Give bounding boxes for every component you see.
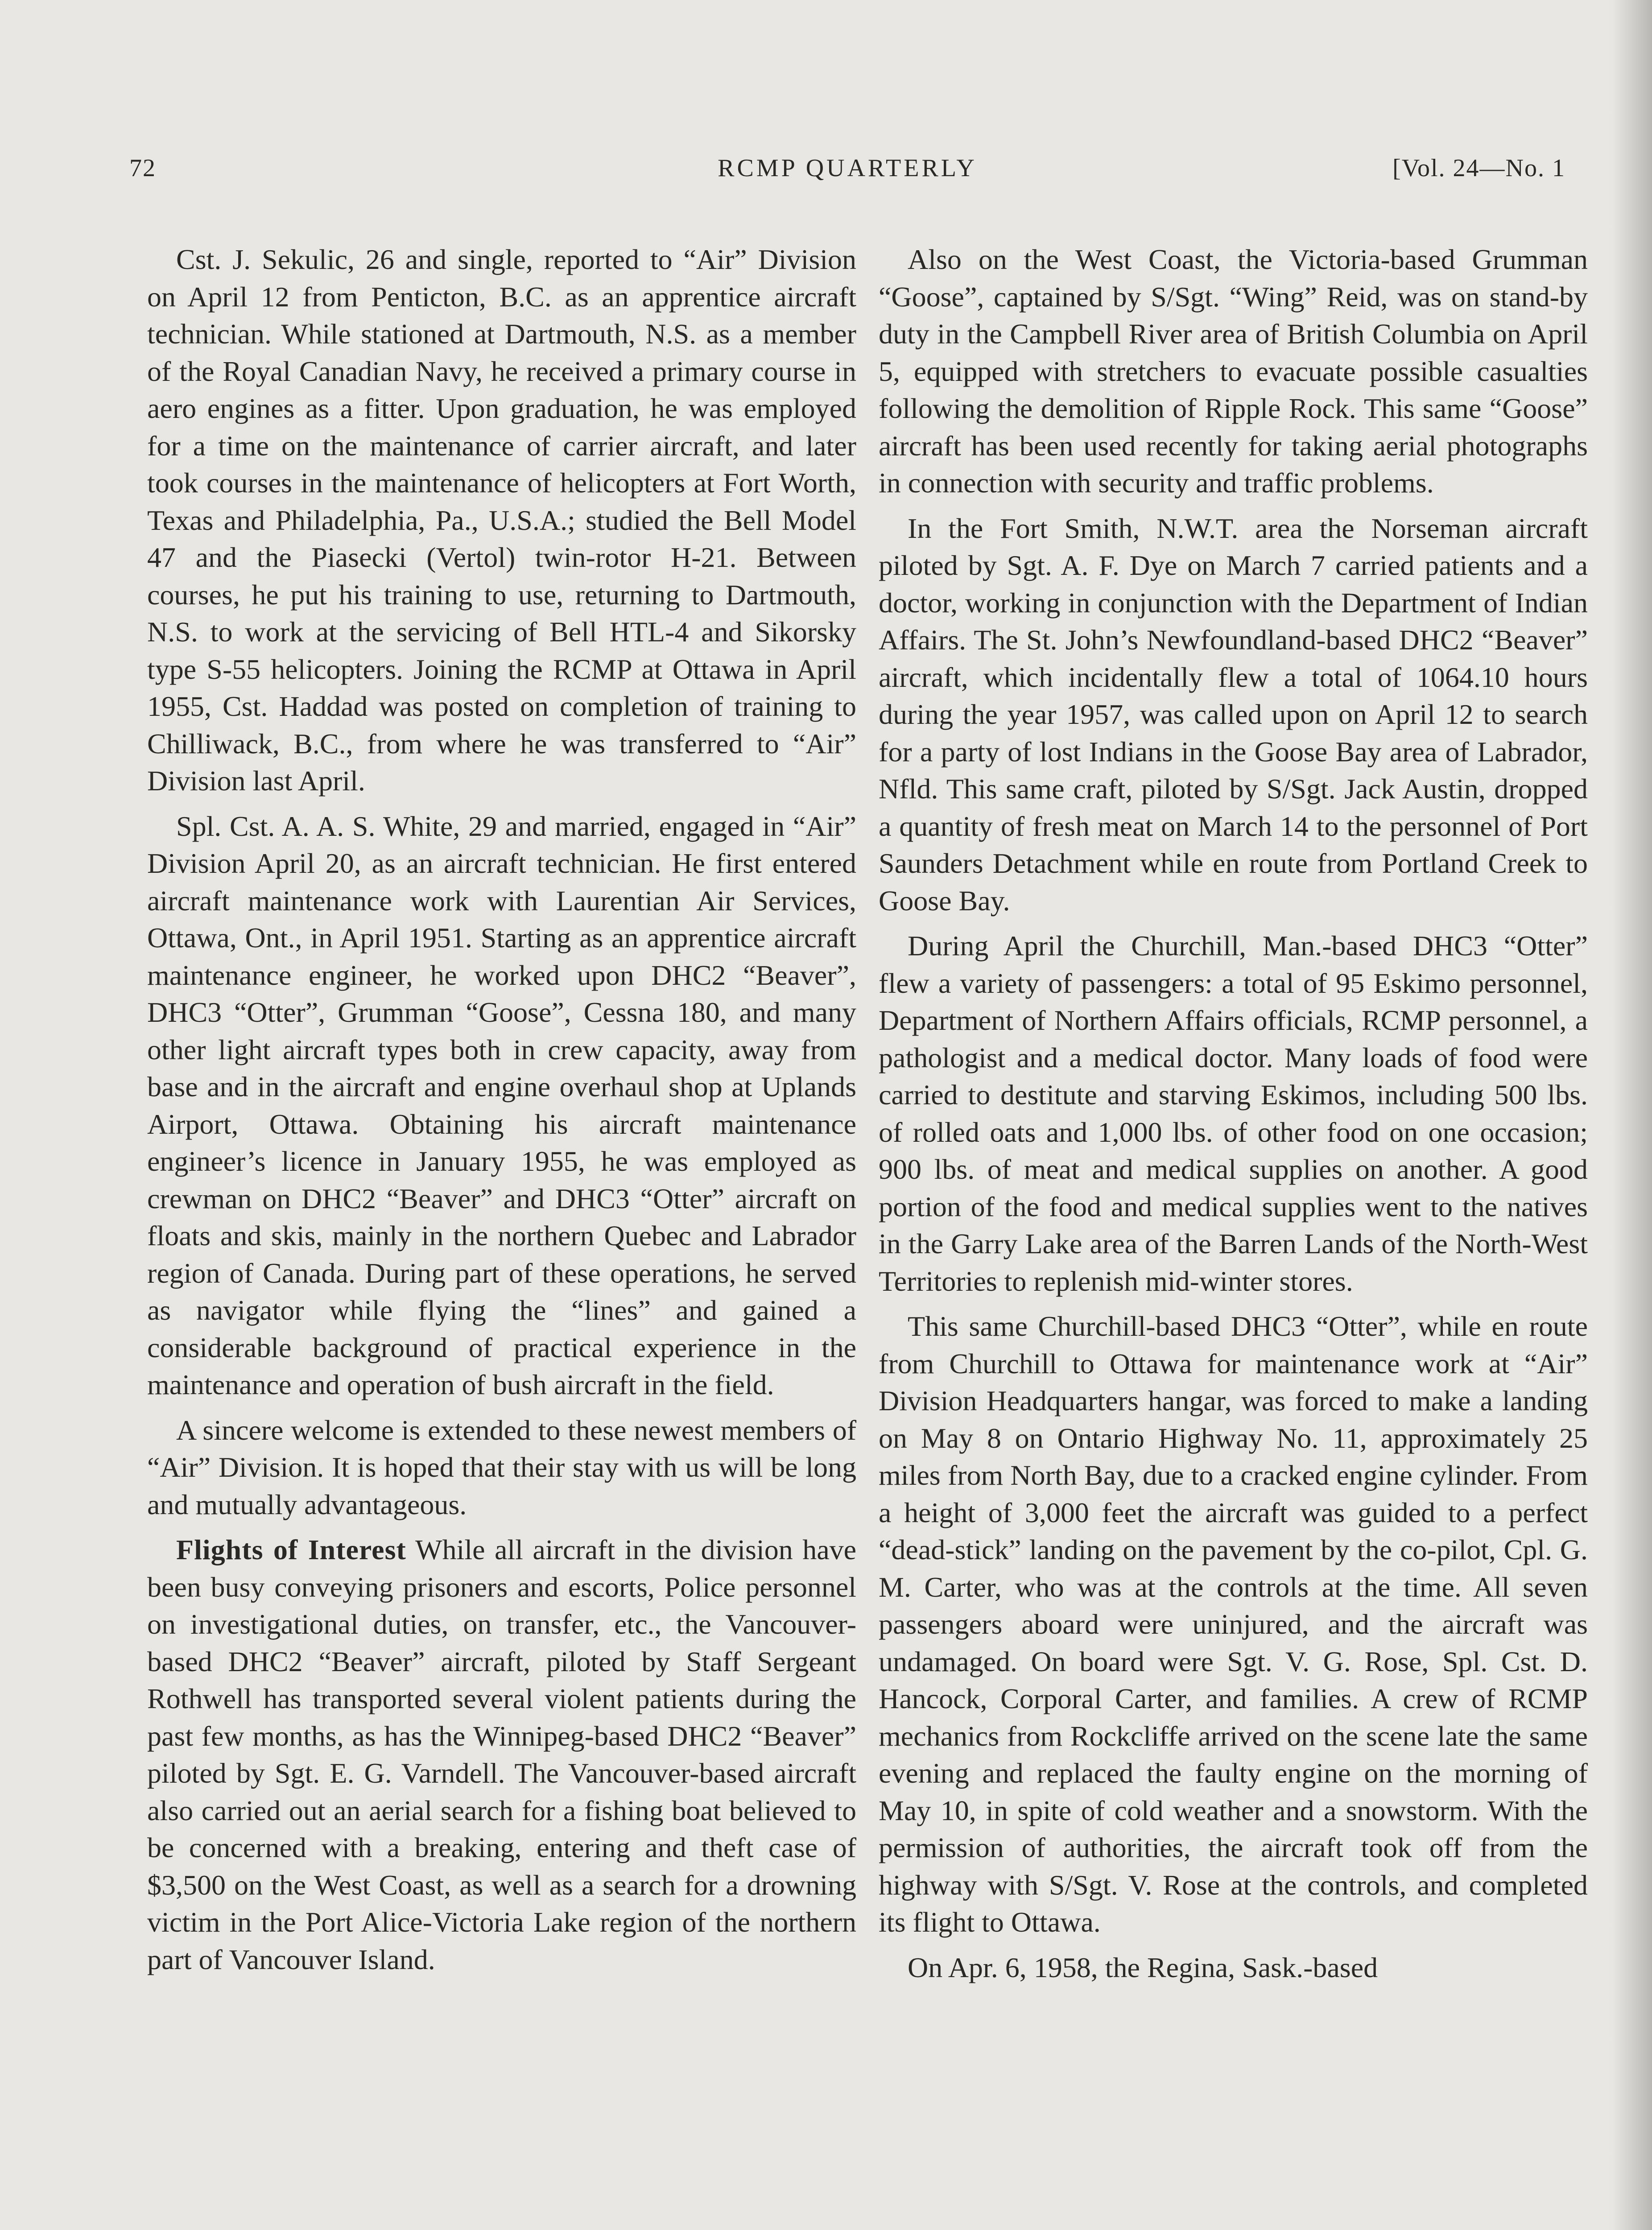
paragraph-sekulic: Cst. J. Sekulic, 26 and single, reported to “Air” Division on April 12 from Penticton, B.C. as an apprentice aircraft technician. While stationed at Dartmouth, N.S. as a member of the Royal Canadian Navy, he received a primary course in aero engines as a fitter. Upon graduation, he was employed for a time on the maintenance of carrier aircraft, and later took courses in the maintenance of helicopters at Fort Worth, Texas and Philadelphia, Pa., U.S.A.; studied the Bell Model 47 and the Piasecki (Vertol) twin-rotor H-21. Between courses, he put his training to use, returning to Dartmouth, N.S. to work at the servicing of Bell HTL-4 and Sikorsky type S-55 helicopters. Joining the RCMP at Ottawa in April 1955, Cst. Haddad was posted on completion of training to Chilliwack, B.C., from where he was transferred to “Air” Division last April.: [147, 244, 856, 797]
flights-of-interest-body: While all aircraft in the division have been busy conveying prisoners and escorts, Police personnel on investigational duties, on transfer, etc., the Vancouver-based DHC2 “Beaver” aircraft, piloted by Staff Sergeant Rothwell has transported several violent patients during the past few months, as has the Winnipeg-based DHC2 “Beaver” piloted by Sgt. E. G. Varndell. The Vancouver-based aircraft also carried out an aerial search for a fishing boat believed to be concerned with a breaking, entering and theft case of $3,500 on the West Coast, as well as a search for a drowning victim in the Port Alice-Victoria Lake region of the northern part of Vancouver Island.: [147, 1534, 857, 1975]
left-column: [147, 241, 856, 1986]
page-number: 72: [129, 154, 156, 182]
volume-info: [Vol. 24—No. 1: [1392, 154, 1565, 182]
journal-title: RCMP QUARTERLY: [718, 154, 977, 182]
paragraph-fort-smith: In the Fort Smith, N.W.T. area the Norseman aircraft piloted by Sgt. A. F. Dye on March 7 carried patients and a doctor, working in conjunction with the Department of Indian Affairs. The St. John’s Newfoundland-based DHC2 “Beaver” aircraft, which incidentally flew a total of 1064.10 hours during the year 1957, was called upon on April 12 to search for a party of lost Indians in the Goose Bay area of Labrador, Nfld. This same craft, piloted by S/Sgt. Jack Austin, dropped a quantity of fresh meat on March 14 to the personnel of Port Saunders Detachment while en route from Portland Creek to Goose Bay.: [879, 512, 1588, 917]
running-head: [129, 154, 1565, 190]
paragraph-highway-landing: This same Churchill-based DHC3 “Otter”, while en route from Churchill to Ottawa for maintenance work at “Air” Division Headquarters hangar, was forced to make a landing on May 8 on Ontario Highway No. 11, approximately 25 miles from North Bay, due to a cracked engine cylinder. From a height of 3,000 feet the aircraft was guided to a perfect “dead-stick” landing on the pavement by the co-pilot, Cpl. G. M. Carter, who was at the controls at the time. All seven passengers aboard were uninjured, and the aircraft was undamaged. On board were Sgt. V. G. Rose, Spl. Cst. D. Hancock, Corporal Carter, and families. A crew of RCMP mechanics from Rockcliffe arrived on the scene late the same evening and replaced the faulty engine on the morning of May 10, in spite of cold weather and a snowstorm. With the permission of authorities, the aircraft took off from the highway with S/Sgt. V. Rose at the controls, and completed its flight to Ottawa.: [879, 1310, 1588, 1938]
paragraph-white: Spl. Cst. A. A. S. White, 29 and married, engaged in “Air” Division April 20, as an aircraft technician. He first entered aircraft maintenance work with Laurentian Air Services, Ottawa, Ont., in April 1951. Starting as an apprentice aircraft maintenance engineer, he worked upon DHC2 “Beaver”, DHC3 “Otter”, Grumman “Goose”, Cessna 180, and many other light aircraft types both in crew capacity, away from base and in the aircraft and engine overhaul shop at Uplands Airport, Ottawa. Obtaining his aircraft maintenance engineer’s licence in January 1955, he was employed as crewman on DHC2 “Beaver” and DHC3 “Otter” aircraft on floats and skis, mainly in the northern Quebec and Labrador region of Canada. During part of these operations, he served as navigator while flying the “lines” and gained a considerable background of practical experience in the maintenance and operation of bush aircraft in the field.: [147, 810, 856, 1400]
paragraph-flights-of-interest: [147, 1531, 856, 1978]
right-column: [879, 241, 1588, 1994]
page-edge-shadow: [1612, 0, 1652, 2230]
paragraph-welcome: A sincere welcome is extended to these newest members of “Air” Division. It is hoped that their stay with us will be long and mutually advantageous.: [147, 1414, 856, 1520]
paragraph-regina: On Apr. 6, 1958, the Regina, Sask.-based: [908, 1951, 1378, 1983]
paragraph-west-coast-goose: Also on the West Coast, the Victoria-based Grumman “Goose”, captained by S/Sgt. “Wing” Reid, was on stand-by duty in the Campbell River area of British Columbia on April 5, equipped with stretchers to evacuate possible casualties following the demolition of Ripple Rock. This same “Goose” aircraft has been used recently for taking aerial photographs in connection with security and traffic problems.: [879, 244, 1588, 499]
paragraph-churchill-april: During April the Churchill, Man.-based DHC3 “Otter” flew a variety of passengers: a total of 95 Eskimo personnel, Department of Northern Affairs officials, RCMP personnel, a pathologist and a medical doctor. Many loads of food were carried to destitute and starving Eskimos, including 500 lbs. of rolled oats and 1,000 lbs. of other food on one occasion; 900 lbs. of meat and medical supplies on another. A good portion of the food and medical supplies went to the natives in the Garry Lake area of the Barren Lands of the North-West Territories to replenish mid-winter stores.: [879, 930, 1588, 1297]
section-heading-flights-of-interest: Flights of Interest: [176, 1534, 406, 1565]
